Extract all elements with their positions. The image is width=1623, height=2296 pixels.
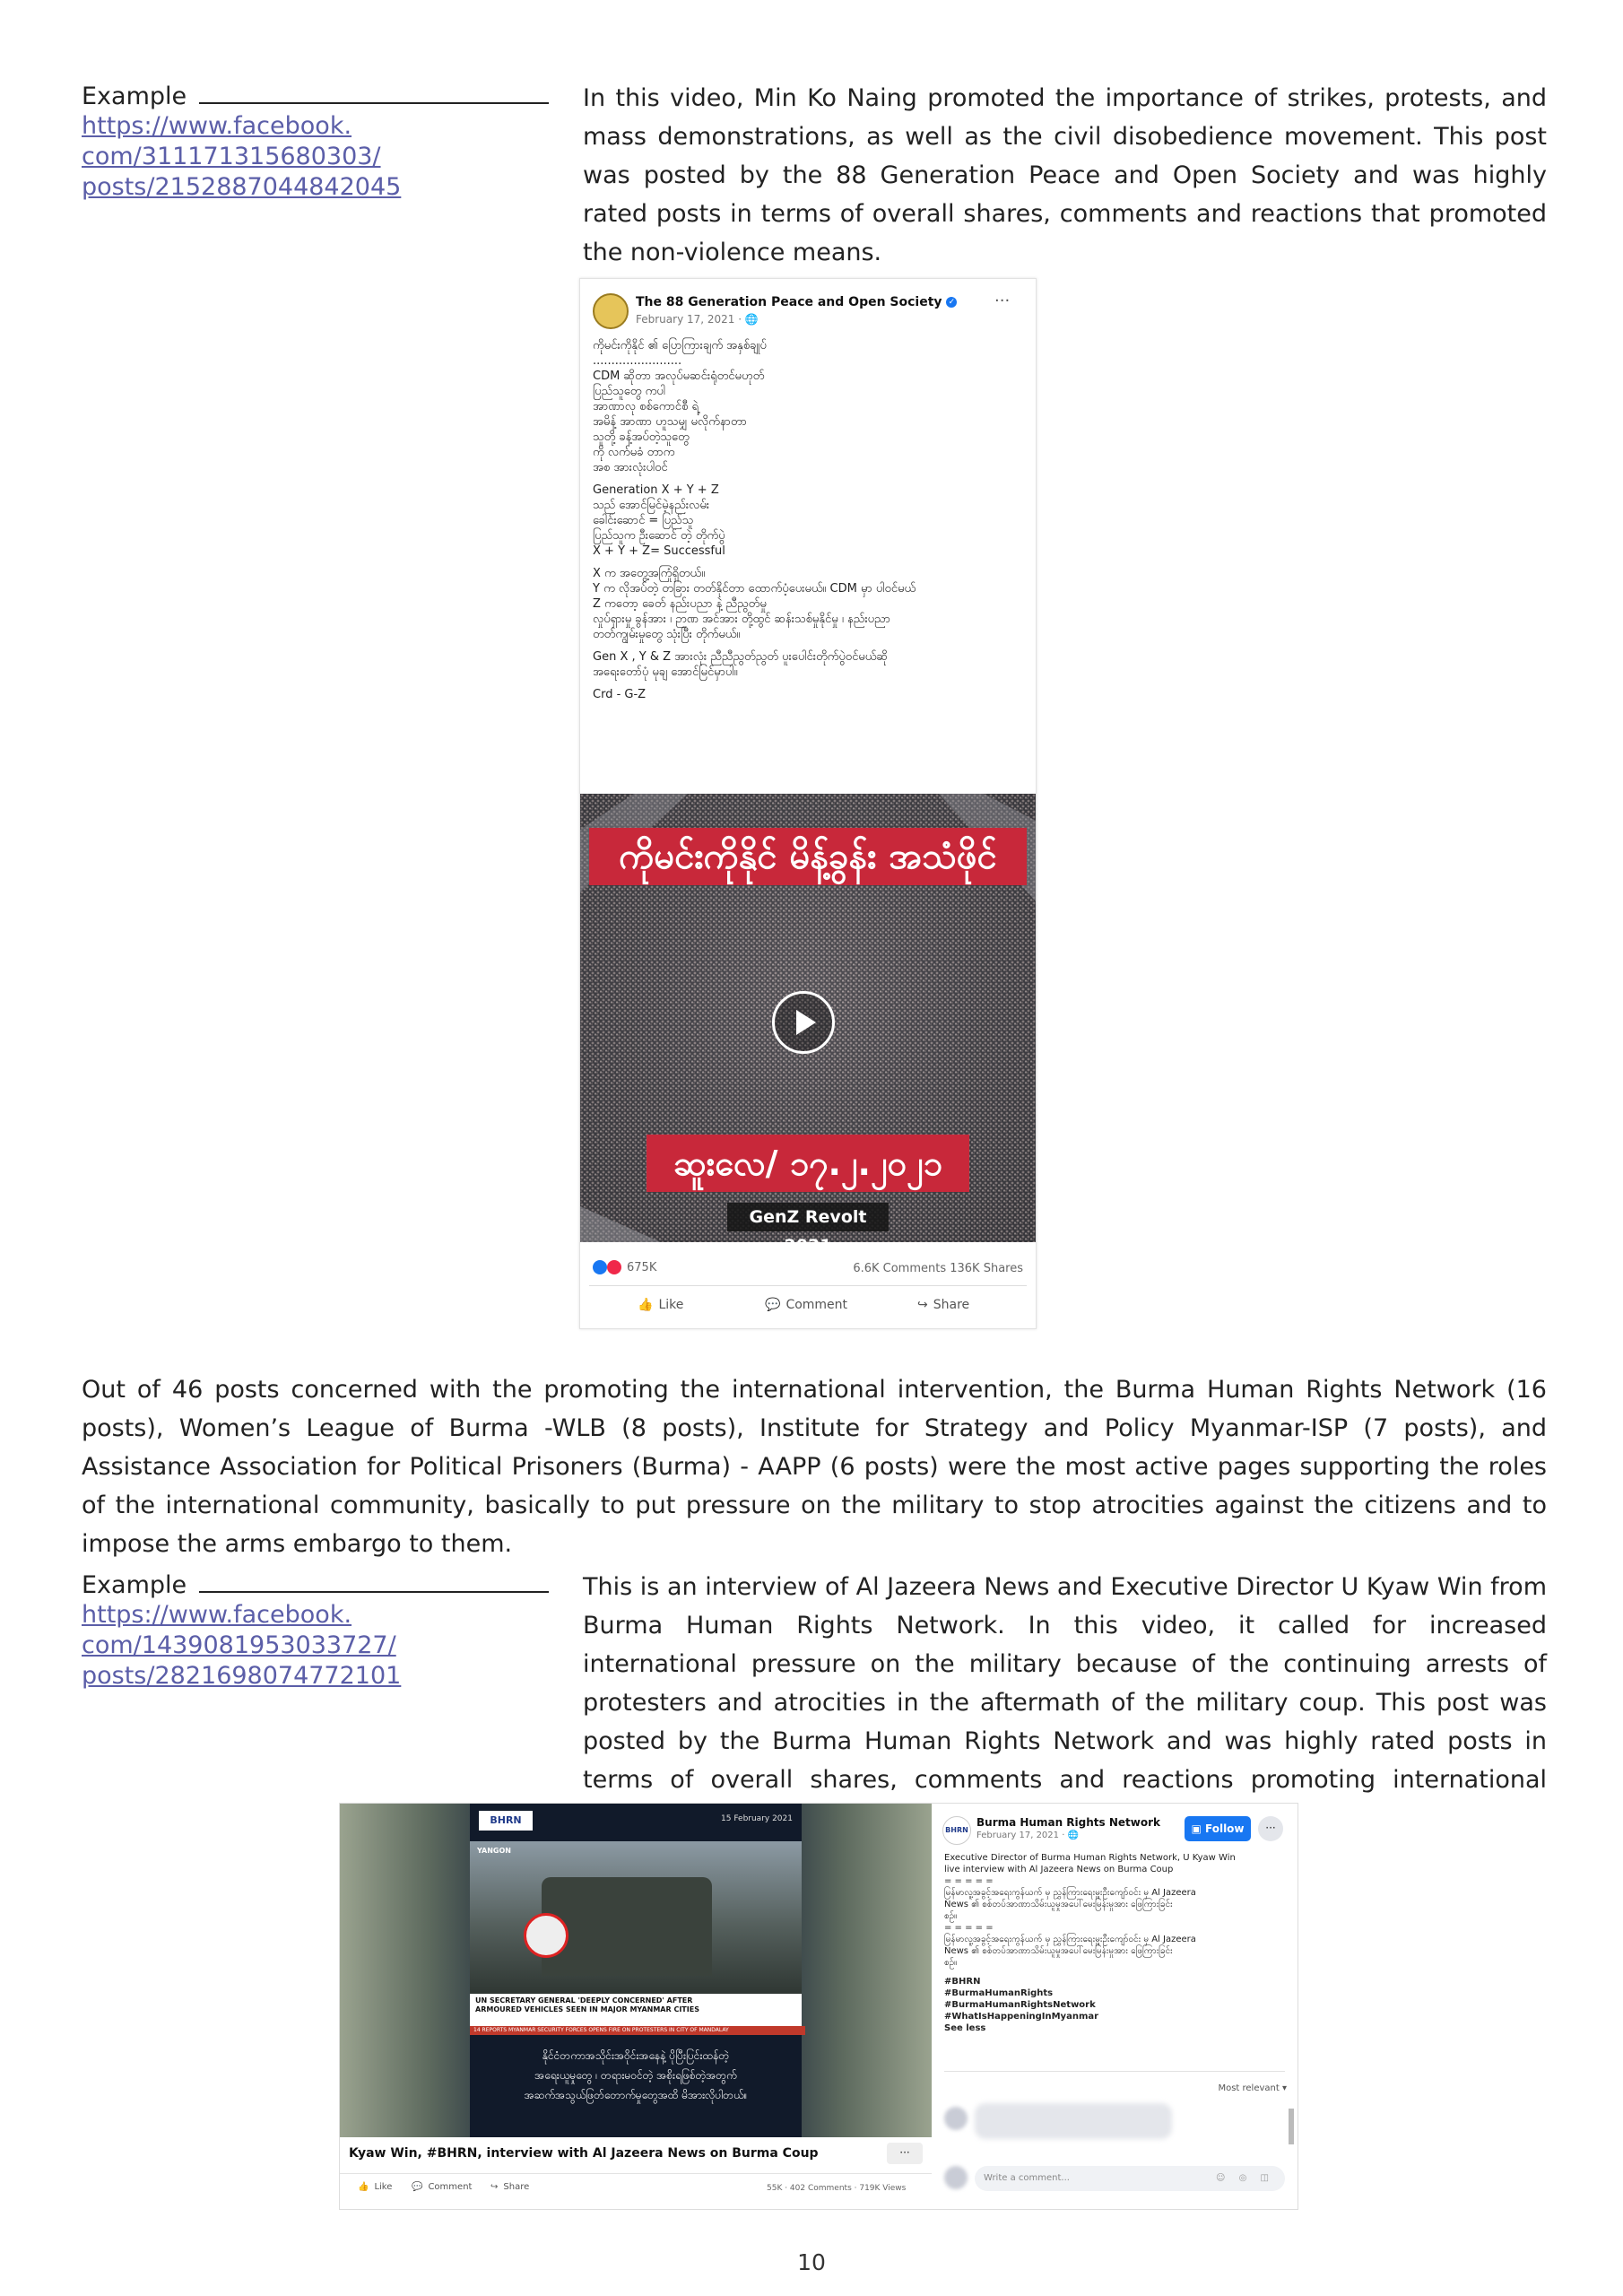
example-paragraph: This is an interview of Al Jazeera News and Executive Director U Kyaw Win from Burma Human Rights Network. In this video, it called for increased international pressure on the military because of the continuing arrests of protesters and atrocities in the aftermath of the military coup. This post was posted by the Burma Human Rights Network and was highly rated posts in terms of overall shares, comments and reactions promoting international (583, 1573, 1547, 1794)
share-button[interactable]: ↪ Share (917, 1298, 970, 1312)
news-footage (470, 1841, 802, 1994)
post-text-line: News ၏ စစ်တပ်အာဏာသိမ်းယူမှုအပေါ်မေးမြန်းမှုအား ဖြေကြားခြင်း (944, 1900, 1173, 1909)
comment-input[interactable]: Write a comment... ☺ ◎ ◫ (975, 2166, 1285, 2191)
page-avatar[interactable] (593, 293, 629, 329)
reactions-summary[interactable]: 675K (593, 1260, 656, 1274)
love-reaction-icon (607, 1260, 621, 1274)
video-frame (470, 1804, 802, 2137)
post-text-line: ပြည်သူတွေ ကပါ (593, 385, 665, 398)
more-options-icon[interactable]: ··· (887, 2143, 923, 2164)
thumbs-up-icon: 👍 (358, 2182, 369, 2192)
post-text-line: live interview with Al Jazeera News on Burma Coup (944, 1865, 1174, 1874)
post-text-line: ပြည်သူက ဦးဆောင် တဲ့ တိုက်ပွဲ (593, 529, 725, 543)
post-text-line[interactable]: #BurmaHumanRightsNetwork (944, 2000, 1096, 2010)
play-icon[interactable] (772, 991, 835, 1054)
post-text-line: Generation X + Y + Z (593, 483, 719, 497)
post-text-line: ကိုမင်းကိုနိုင် ၏ ပြောကြားချက် အနှစ်ချုပ် (593, 339, 767, 352)
comment-icon: 💬 (765, 1298, 781, 1312)
example-rule (199, 102, 549, 104)
post-text-line: Y က လိုအပ်တဲ့ တခြား တတ်နိုင်တာ ထောက်ပံ့ပေးမယ်။ CDM မှာ ပါဝင်မယ် (593, 582, 916, 596)
share-button[interactable]: ↪ Share (490, 2182, 530, 2192)
news-ticker: UN SECRETARY GENERAL 'DEEPLY CONCERNED' AFTER ARMOURED VEHICLES SEEN IN MAJOR MYANMAR CITIES (470, 1994, 802, 2026)
post-date[interactable]: February 17, 2021 · 🌐 (636, 313, 759, 326)
video-title-banner: ကိုမင်းကိုနိုင် မိန့်ခွန်း အသံဖိုင် (589, 828, 1027, 885)
follow-button[interactable]: ▣ Follow (1185, 1816, 1251, 1841)
link-line[interactable]: posts/2152887044842045 (82, 173, 402, 201)
more-options-icon[interactable]: ··· (994, 291, 1011, 310)
facebook-post (579, 278, 1037, 1329)
post-text-line: ........................ (593, 354, 682, 368)
no-sign-icon (524, 1913, 568, 1958)
facebook-video-post (339, 1803, 1298, 2210)
post-text-line: Executive Director of Burma Human Rights Network, U Kyaw Win (944, 1853, 1236, 1863)
user-avatar (944, 2166, 968, 2189)
post-text-line: စဉ်။ (944, 1958, 958, 1968)
example-label: Example (82, 83, 187, 110)
example-link[interactable] (82, 111, 401, 203)
post-text-line: X + Y + Z= Successful (593, 544, 725, 558)
post-text-line: စဉ်။ (944, 1911, 958, 1921)
post-text-line (944, 1969, 1285, 1976)
post-text-line: အမိန့် အာဏာ ဟူသမျှ မလိုက်နာတာ (593, 415, 747, 429)
video-stats: 55K · 402 Comments · 719K Views (767, 2184, 907, 2193)
page-name[interactable]: The 88 Generation Peace and Open Society ✓ (636, 295, 957, 309)
share-icon: ↪ (917, 1298, 928, 1312)
post-text-line: မြန်မာလူ့အခွင့်အရေးကွန်ယက် မှ ညွှန်ကြားရေးမှူးဦးကျော်ဝင်း မှ Al Jazeera (944, 1888, 1196, 1898)
like-button[interactable]: 👍 Like (358, 2182, 393, 2192)
follow-icon: ▣ (1191, 1822, 1202, 1835)
comments-shares-count[interactable]: 6.6K Comments 136K Shares (853, 1262, 1023, 1275)
post-side-panel (933, 1804, 1298, 2209)
post-text-line: Gen X , Y & Z အားလုံး ညီညီညွတ်ညွတ် ပူးပေါင်းတိုက်ပွဲဝင်မယ်ဆို (593, 650, 888, 664)
like-reaction-icon (593, 1260, 607, 1274)
divider (589, 1285, 1027, 1286)
post-video[interactable] (580, 794, 1036, 1256)
post-text-line (593, 680, 1023, 687)
thumbs-up-icon: 👍 (638, 1298, 654, 1312)
post-text-line: = = = = = (944, 1876, 994, 1886)
globe-icon: 🌐 (744, 313, 759, 326)
location-label: YANGON (477, 1847, 511, 1855)
link-line[interactable]: https://www.facebook. (82, 112, 352, 140)
example-paragraph: In this video, Min Ko Naing promoted the importance of strikes, protests, and mass demonstrations, as well as the civil disobedience movement. This post was posted by the 88 Generation Peace and Open Society and was highly rated posts in terms of overall shares, comments and reactions that promoted the non-violence means. (583, 84, 1547, 266)
armoured-vehicle (542, 1877, 712, 1976)
video-subtitles: နိုင်ငံတကာအသိုင်းအဝိုင်းအနေနဲ့ ပိုပြီးပြင်းထန်တဲ့ အရေးယူမှုတွေ ၊ တရားမဝင်တဲ့ အစိုးရဖြစ်တဲ့အတွက် အဆက်အသွယ်ဖြတ်တောက်မှုတွေအထိ မိအားလိုပါတယ်။ (524, 2049, 748, 2101)
video-title[interactable]: Kyaw Win, #BHRN, interview with Al Jazeera News on Burma Coup (349, 2146, 819, 2161)
post-text-line (593, 642, 1023, 649)
video-date-banner: ဆူးလေ/ ၁၇.၂.၂၀၂၁ (647, 1135, 969, 1192)
globe-icon: 🌐 (1067, 1831, 1080, 1840)
post-text-line: သည် အောင်မြင်မဲ့နည်းလမ်း (593, 499, 710, 512)
post-text-line: အစ အားလုံးပါဝင် (593, 461, 668, 474)
verified-icon: ✓ (946, 297, 957, 308)
post-text-line: အရေးတော်ပုံ မုချ အောင်မြင်မှာပါ။ (593, 665, 738, 679)
blurred-comment (975, 2103, 1172, 2139)
sort-comments-dropdown[interactable]: Most relevant ▾ (1218, 2083, 1287, 2093)
example-rule (199, 1591, 549, 1593)
divider (944, 2071, 1285, 2072)
intervention-paragraph: Out of 46 posts concerned with the promoting the international intervention, the Burma Human Rights Network (16 posts), Women’s League of Burma -WLB (8 posts), Institute for Strategy and Policy Myanmar-ISP (7 posts), and Assistance Association for Political Prisoners (Burma) - AAPP (6 posts) were the most active pages supporting the roles of the international community, basically to put pressure on the military to stop atrocities against the citizens and to impose the arms embargo to them. (82, 1376, 1547, 1558)
page-avatar[interactable]: BHRN (942, 1816, 971, 1845)
post-text-line: မြန်မာလူ့အခွင့်အရေးကွန်ယက် မှ ညွှန်ကြားရေးမှူးဦးကျော်ဝင်း မှ Al Jazeera (944, 1935, 1196, 1944)
post-text-line: ကို လက်မခံ တာက (593, 446, 675, 459)
post-text-line (593, 475, 1023, 483)
post-text-line: တတ်ကျွမ်းမှုတွေ သုံးပြီး တိုက်မယ်။ (593, 628, 741, 641)
more-options-icon[interactable]: ··· (1258, 1816, 1283, 1841)
commenter-avatar (944, 2107, 968, 2130)
post-text-line: News ၏ စစ်တပ်အာဏာသိမ်းယူမှုအပေါ်မေးမြန်းမှုအား ဖြေကြားခြင်း (944, 1946, 1173, 1956)
example-link[interactable] (82, 1600, 401, 1692)
post-text-line: X က အတွေ့အကြုံရှိတယ်။ (593, 567, 706, 580)
post-text-line: အာဏာလု စစ်ကောင်စီ ရဲ့ (593, 400, 699, 413)
emoji-icons[interactable]: ☺ ◎ ◫ (1216, 2173, 1274, 2183)
page-name[interactable]: Burma Human Rights Network (976, 1816, 1160, 1829)
post-text-line: Z ကတော့ ခေတ် နည်းပညာ နဲ့ ညီညွတ်မှု (593, 597, 767, 611)
page-number: 10 (797, 2249, 826, 2275)
post-text-line[interactable]: #BurmaHumanRights (944, 1988, 1054, 1998)
link-line[interactable]: com/1439081953033727/ (82, 1631, 396, 1659)
video-caption: GenZ Revolt 2021 (727, 1203, 889, 1231)
post-text-line: သူတို့ ခန့်အပ်တဲ့သူတွေ (593, 430, 690, 444)
post-text-line[interactable]: See less (944, 2023, 986, 2033)
like-button[interactable]: 👍 Like (638, 1298, 684, 1312)
post-text-line: Crd - G-Z (593, 688, 647, 701)
scrollbar[interactable] (1289, 2109, 1294, 2144)
divider (340, 2173, 932, 2174)
post-date[interactable]: February 17, 2021 · 🌐 (976, 1831, 1080, 1840)
post-text-line[interactable]: #BHRN (944, 1977, 981, 1987)
breaking-ticker: 14 REPORTS MYANMAR SECURITY FORCES OPENS FIRE ON PROTESTERS IN CITY OF MANDALAY (470, 2026, 805, 2035)
comment-button[interactable]: 💬 Comment (765, 1298, 848, 1312)
post-text (593, 338, 1023, 702)
video-date: 15 February 2021 (721, 1814, 793, 1823)
post-text (944, 1852, 1285, 2034)
link-line[interactable]: posts/2821698074772101 (82, 1662, 402, 1690)
comment-button[interactable]: 💬 Comment (412, 2182, 473, 2192)
video-player[interactable] (340, 1804, 932, 2137)
example-label: Example (82, 1571, 187, 1599)
post-text-line: = = = = = (944, 1923, 994, 1933)
post-text-line (593, 559, 1023, 566)
link-line[interactable]: https://www.facebook. (82, 1601, 352, 1629)
post-text-line: CDM ဆိုတာ အလုပ်မဆင်းရုံတင်မဟုတ် (593, 370, 765, 383)
bhrn-logo: BHRN (479, 1811, 533, 1831)
comment-icon: 💬 (412, 2182, 423, 2192)
post-text-line: ခေါင်းဆောင် = ပြည်သူ (593, 514, 694, 527)
share-icon: ↪ (490, 2182, 499, 2192)
post-text-line: လှုပ်ရှားမှု ခွန်အား ၊ ဉာဏ အင်အား တို့ထွင် ဆန်းသစ်မှုနိုင်မှု ၊ နည်းပညာ (593, 613, 890, 626)
post-text-line[interactable]: #WhatIsHappeningInMyanmar (944, 2012, 1099, 2022)
link-line[interactable]: com/311171315680303/ (82, 143, 381, 170)
